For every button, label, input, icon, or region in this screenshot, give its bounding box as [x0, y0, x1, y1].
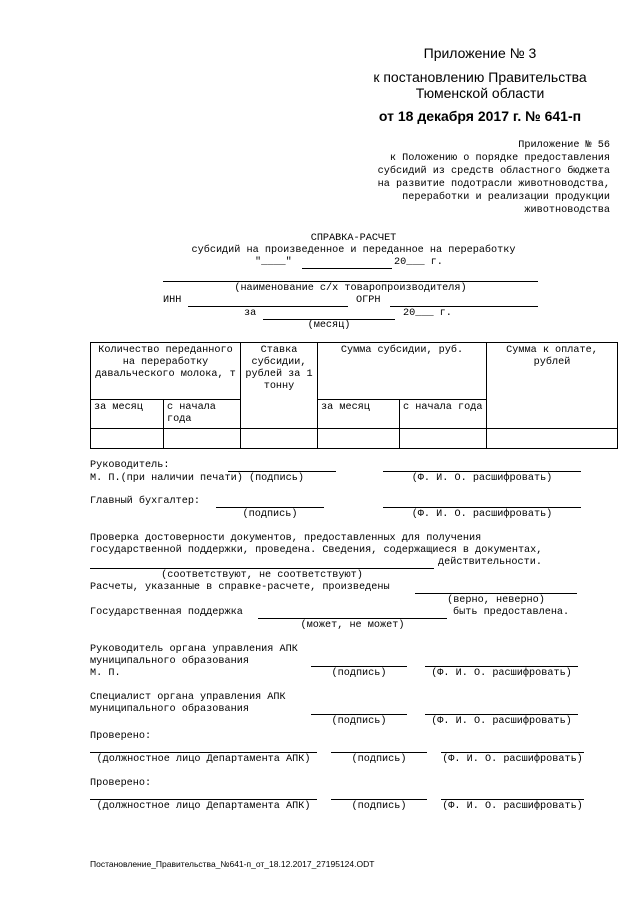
subheader-ytd: с начала года: [400, 400, 487, 429]
head-sign-field[interactable]: [228, 471, 336, 472]
checked-official-caption: (должностное лицо Департамента АПК): [96, 754, 311, 765]
validity-tail: действительности.: [438, 557, 542, 568]
header-milk-quantity: Количество переданного на переработку давальческого молока, т: [91, 343, 241, 400]
period-prefix: за: [244, 308, 257, 319]
verification-text: государственной поддержки, проведена. Сведения, содержащиеся в документах,: [90, 545, 543, 556]
header-resolution: к постановлению Правительства: [373, 69, 587, 85]
apk-head-fio-caption: (Ф. И. О. расшифровать): [431, 668, 572, 679]
cell-milk-month[interactable]: [91, 429, 164, 449]
appendix-line: переработки и реализации продукции: [402, 192, 610, 203]
checked-official-field[interactable]: [90, 799, 317, 800]
ogrn-field[interactable]: [390, 306, 538, 307]
checked-fio-field[interactable]: [441, 752, 584, 753]
head-label: Руководитель:: [90, 460, 170, 471]
accountant-fio-caption: (Ф. И. О. расшифровать): [411, 509, 553, 520]
checked-sign-field[interactable]: [331, 799, 427, 800]
calc-caption: (верно, неверно): [447, 595, 545, 606]
inn-label: ИНН: [163, 295, 182, 306]
header-rate: Ставка субсидии, рублей за 1 тонну: [241, 343, 318, 429]
checked-fio-field[interactable]: [441, 799, 584, 800]
header-subsidy-sum: Сумма субсидии, руб.: [318, 343, 487, 400]
date-year: 20___ г.: [394, 257, 443, 268]
form-title: СПРАВКА-РАСЧЕТ: [310, 233, 397, 244]
producer-name-caption: (наименование с/х товаропроизводителя): [234, 283, 467, 294]
support-field[interactable]: [258, 618, 447, 619]
appendix-line: к Положению о порядке предоставления: [389, 153, 610, 164]
subsidy-table: [90, 342, 618, 449]
appendix-line: на развитие подотрасли животноводства,: [377, 179, 610, 190]
accountant-fio-field[interactable]: [383, 507, 581, 508]
cell-milk-ytd[interactable]: [164, 429, 241, 449]
validity-field[interactable]: [90, 568, 434, 569]
ogrn-label: ОГРН: [356, 295, 381, 306]
cell-subsidy-month[interactable]: [318, 429, 400, 449]
checked-official-caption: (должностное лицо Департамента АПК): [96, 801, 311, 812]
subheader-month: за месяц: [318, 400, 400, 429]
support-caption: (может, не может): [300, 620, 405, 631]
head-mp-caption: М. П.(при наличии печати) (подпись): [90, 473, 304, 484]
table-row: [91, 429, 618, 449]
apk-head-sign-field[interactable]: [311, 666, 407, 667]
subheader-ytd: с начала года: [164, 400, 241, 429]
apk-spec-fio-caption: (Ф. И. О. расшифровать): [431, 716, 572, 727]
date-day-field[interactable]: "____": [255, 257, 292, 268]
accountant-sign-field[interactable]: [216, 507, 324, 508]
subheader-month: за месяц: [91, 400, 164, 429]
checked-sign-caption: (подпись): [351, 801, 407, 812]
accountant-label: Главный бухгалтер:: [90, 496, 201, 507]
checked-sign-caption: (подпись): [351, 754, 407, 765]
apk-head-sign-caption: (подпись): [331, 668, 387, 679]
accountant-sign-caption: (подпись): [242, 509, 298, 520]
support-tail: быть предоставлена.: [453, 607, 570, 618]
appendix-number: Приложение № 56: [518, 140, 610, 151]
apk-head-label: муниципального образования: [90, 656, 249, 667]
support-label: Государственная поддержка: [90, 607, 243, 618]
month-caption: (месяц): [307, 320, 351, 331]
appendix-line: субсидий из средств областного бюджета: [377, 166, 610, 177]
checked-sign-field[interactable]: [331, 752, 427, 753]
checked-official-field[interactable]: [90, 752, 317, 753]
inn-field[interactable]: [188, 306, 348, 307]
apk-spec-label: Специалист органа управления АПК: [90, 692, 286, 703]
apk-spec-label: муниципального образования: [90, 704, 249, 715]
header-appendix-number: Приложение № 3: [423, 45, 537, 61]
appendix-line: животноводства: [524, 205, 610, 216]
header-payment-sum: Сумма к оплате, рублей: [487, 343, 618, 429]
cell-rate[interactable]: [241, 429, 318, 449]
apk-spec-sign-field[interactable]: [311, 714, 407, 715]
calc-field[interactable]: [415, 593, 577, 594]
producer-name-field[interactable]: [163, 281, 538, 282]
head-fio-field[interactable]: [383, 471, 581, 472]
cell-subsidy-ytd[interactable]: [400, 429, 487, 449]
apk-spec-sign-caption: (подпись): [331, 716, 387, 727]
apk-spec-fio-field[interactable]: [425, 714, 578, 715]
apk-head-mp: М. П.: [90, 668, 121, 679]
header-date: от 18 декабря 2017 г. № 641-п: [378, 108, 582, 124]
apk-head-fio-field[interactable]: [425, 666, 578, 667]
checked-fio-caption: (Ф. И. О. расшифровать): [442, 754, 583, 765]
footer-filename: Постановление_Правительства_№641-п_от_18.12.2017_27195124.ODT: [90, 859, 375, 869]
checked-label: Проверено:: [90, 731, 152, 742]
form-subtitle: субсидий на произведенное и переданное на переработку: [191, 245, 516, 256]
checked-label: Проверено:: [90, 778, 152, 789]
cell-payment[interactable]: [487, 429, 618, 449]
verification-text: Проверка достоверности документов, предоставленных для получения: [90, 533, 482, 544]
apk-head-label: Руководитель органа управления АПК: [90, 644, 298, 655]
calc-label: Расчеты, указанные в справке-расчете, произведены: [90, 582, 390, 593]
period-year: 20___ г.: [403, 308, 452, 319]
date-month-field[interactable]: [302, 268, 392, 269]
validity-caption: (соответствуют, не соответствуют): [161, 570, 363, 581]
header-region: Тюменской области: [415, 85, 545, 101]
head-fio-caption: (Ф. И. О. расшифровать): [411, 473, 553, 484]
checked-fio-caption: (Ф. И. О. расшифровать): [442, 801, 583, 812]
